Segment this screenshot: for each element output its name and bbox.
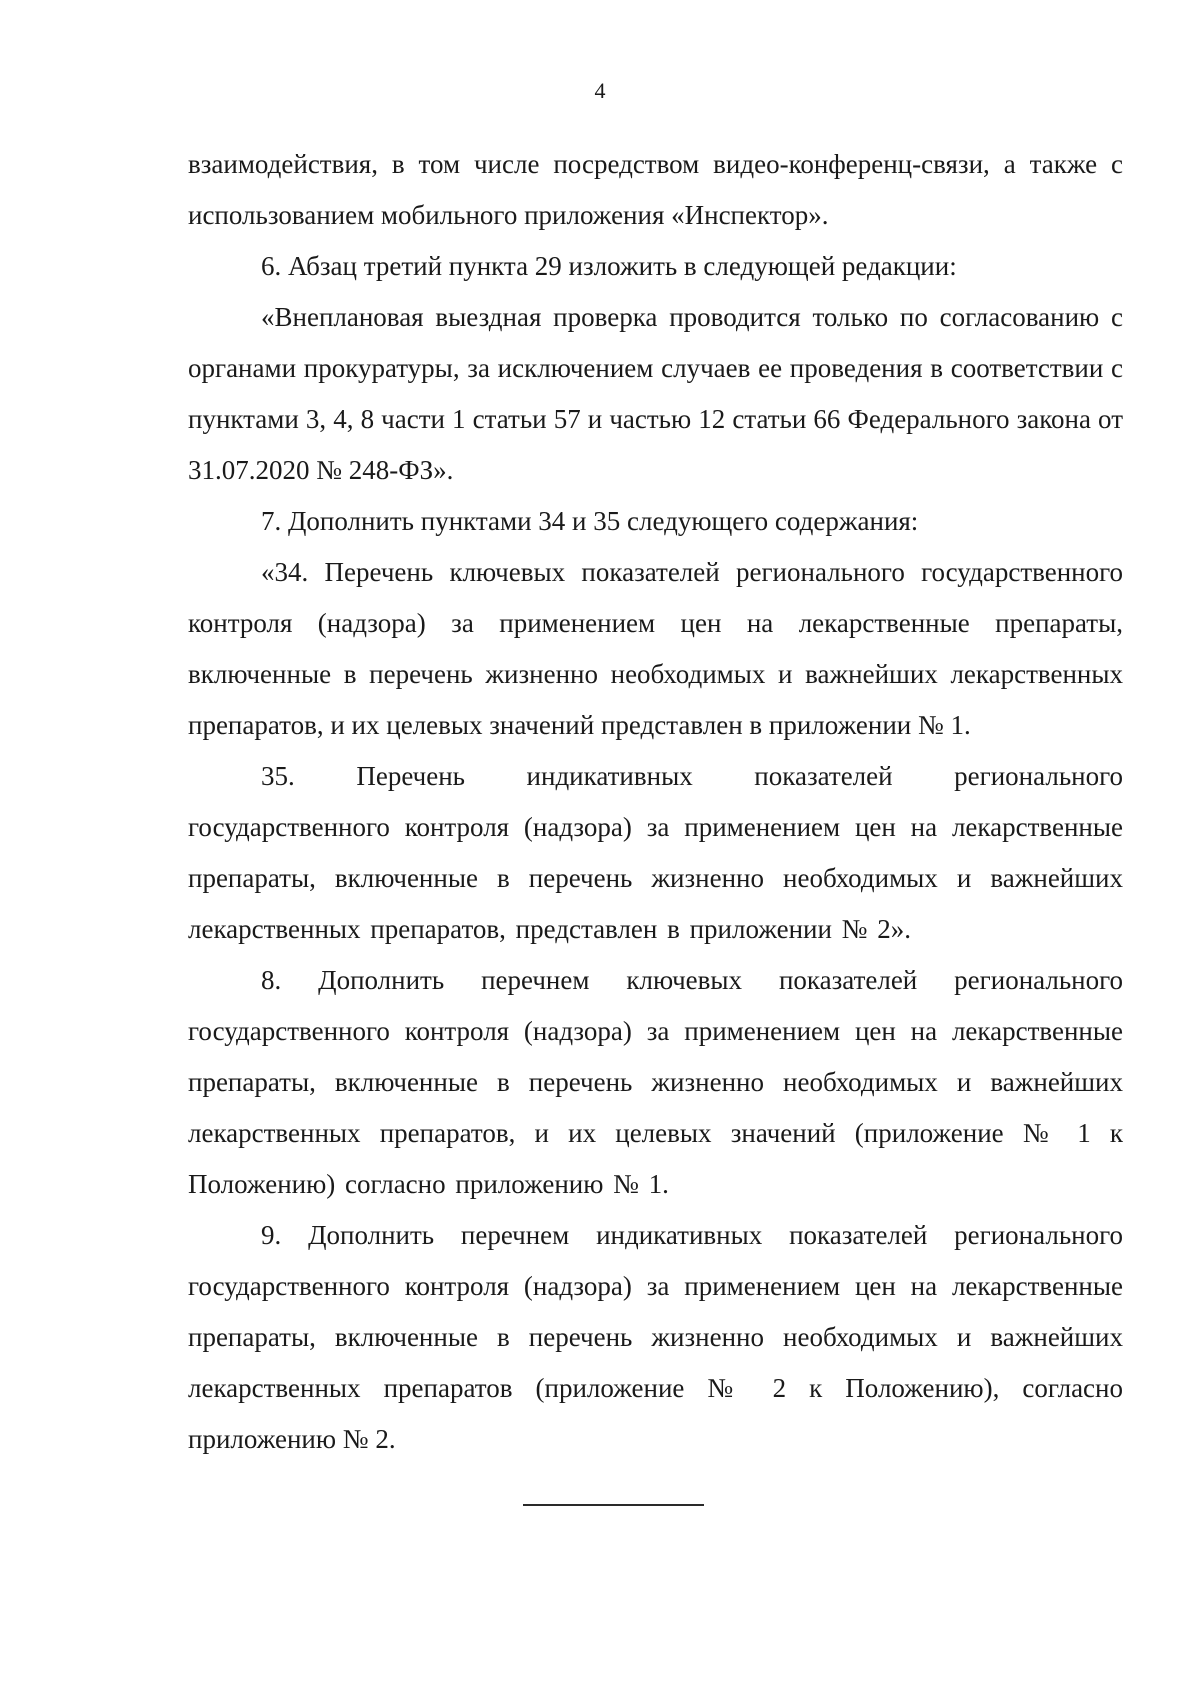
paragraph-item-7: 7. Дополнить пунктами 34 и 35 следующего содержания:	[261, 506, 919, 536]
paragraph-item-6: 6. Абзац третий пункта 29 изложить в следующей редакции:	[261, 251, 957, 281]
paragraph-quoted-35: 35. Перечень индикативных показателей регионального государственного контроля (надзора) за применением цен на лекарственные препараты, включенные в перечень жизненно необходимых и важнейших лекарственных препаратов, представлен в приложении № 2».	[188, 761, 1123, 944]
paragraph-continuation: взаимодействия, в том числе посредством видео-конференц-связи, а также с использованием мобильного приложения «Инспектор».	[188, 149, 1123, 230]
end-of-text-rule	[523, 1504, 704, 1506]
paragraph-quoted-34: «34. Перечень ключевых показателей регионального государственного контроля (надзора) за применением цен на лекарственные препараты, включенные в перечень жизненно необходимых и важнейших лекарственных препаратов, и их целевых значений представлен в приложении № 1.	[188, 557, 1123, 740]
paragraph-quoted-29: «Внеплановая выездная проверка проводится только по согласованию с органами прокуратуры, за исключением случаев ее проведения в соответствии с пунктами 3, 4, 8 части 1 статьи 57 и частью 12 статьи 66 Федерального закона от 31.07.2020 № 248-ФЗ».	[188, 302, 1123, 485]
paragraph-item-9: 9. Дополнить перечнем индикативных показателей регионального государственного контроля (надзора) за применением цен на лекарственные препараты, включенные в перечень жизненно необходимых и важнейших лекарственных препаратов (приложение № 2 к Положению), согласно приложению № 2.	[188, 1220, 1123, 1454]
paragraph-item-8: 8. Дополнить перечнем ключевых показателей регионального государственного контроля (надзора) за применением цен на лекарственные препараты, включенные в перечень жизненно необходимых и важнейших лекарственных препаратов, и их целевых значений (приложение № 1 к Положению) согласно приложению № 1.	[188, 965, 1123, 1199]
page-number: 4	[594, 78, 606, 103]
document-body	[188, 139, 1123, 1465]
